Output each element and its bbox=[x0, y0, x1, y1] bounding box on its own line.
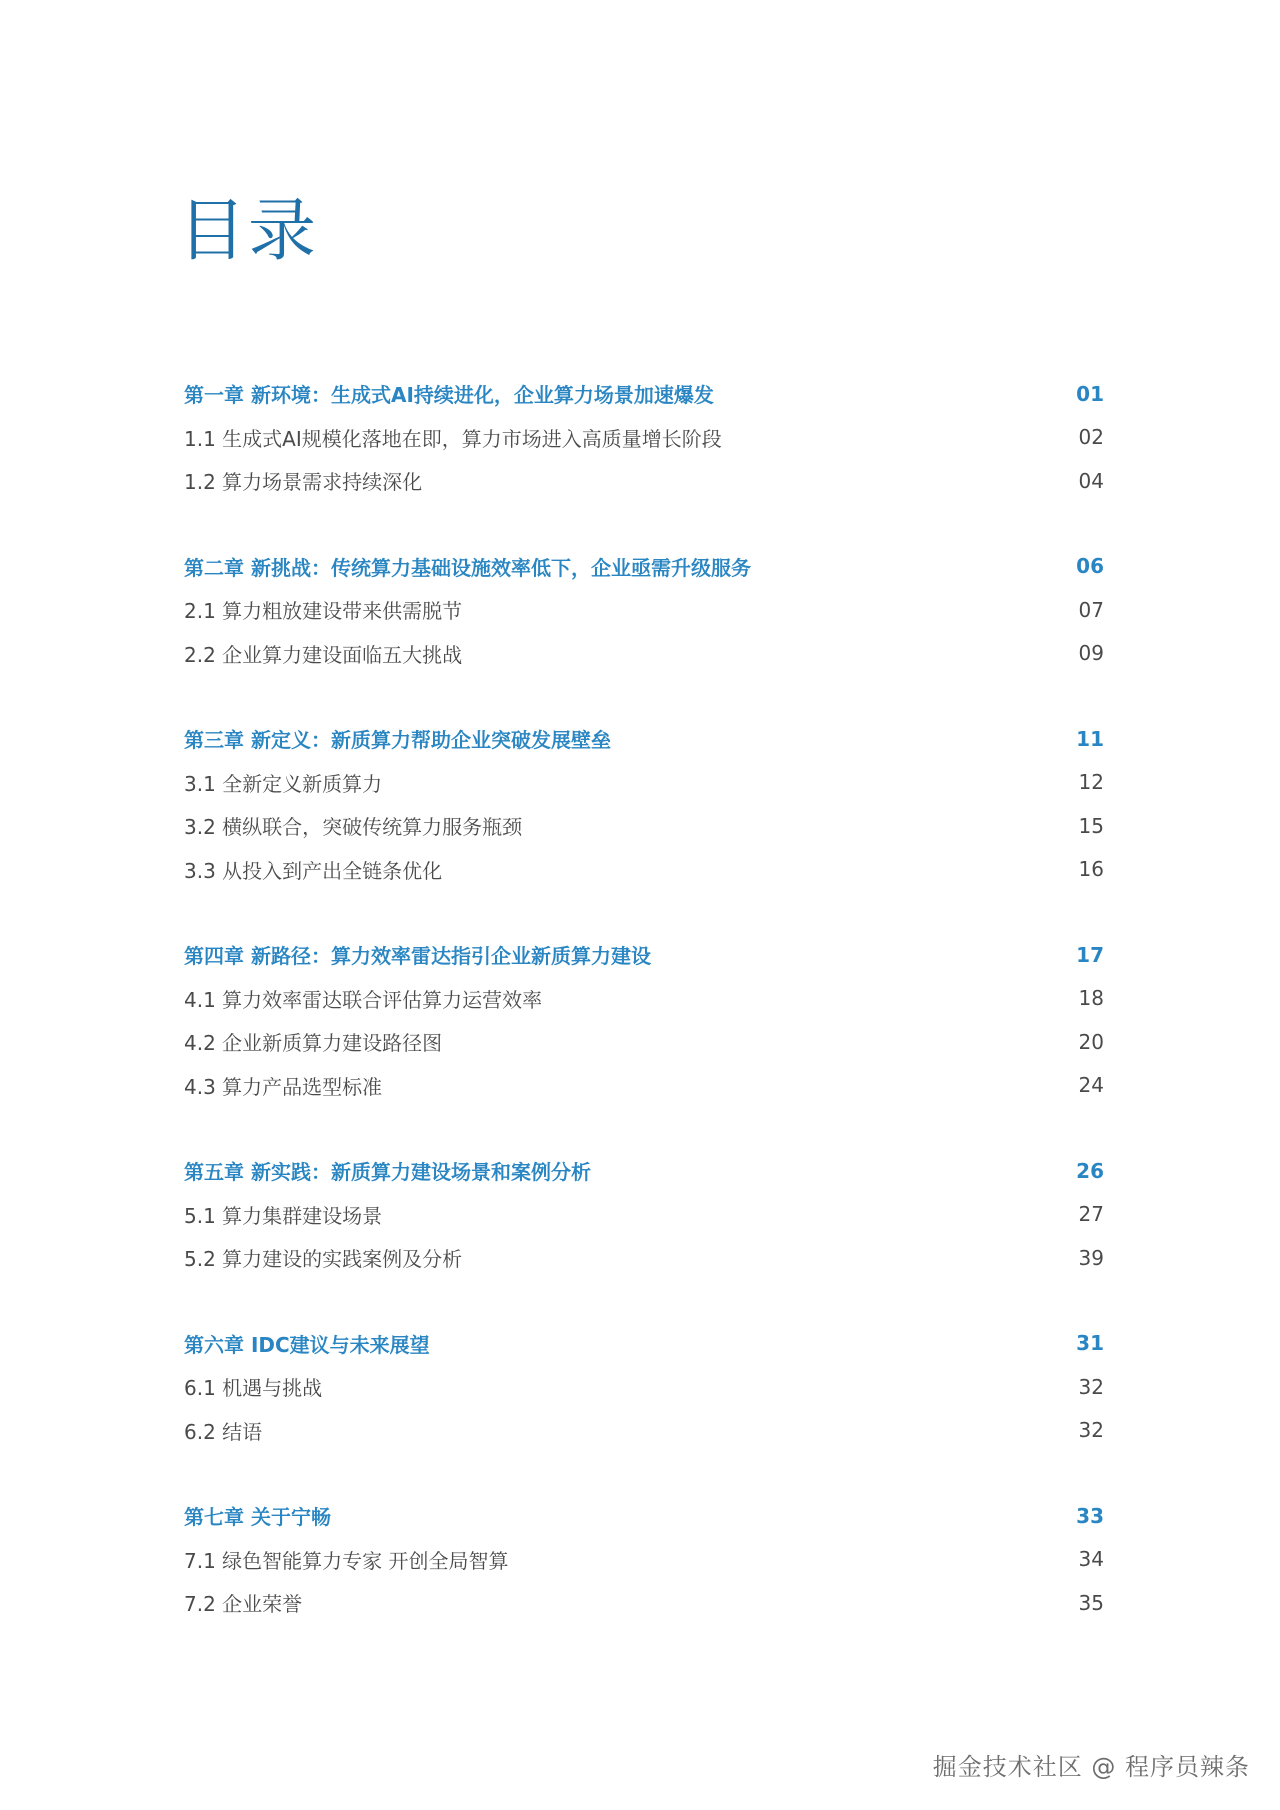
section-page-number: 32 bbox=[1078, 1418, 1104, 1443]
page-title: 目录 bbox=[178, 192, 319, 271]
chapter-row[interactable] bbox=[184, 933, 1104, 977]
chapter-page-number: 31 bbox=[1076, 1331, 1104, 1356]
chapter-row[interactable] bbox=[184, 1494, 1104, 1538]
section-title: 4.3 算力产品选型标准 bbox=[184, 1074, 383, 1099]
section-title: 5.2 算力建设的实践案例及分析 bbox=[184, 1247, 463, 1272]
chapter-title: 第五章 新实践：新质算力建设场景和案例分析 bbox=[184, 1160, 591, 1185]
section-title: 7.2 企业荣誉 bbox=[184, 1592, 303, 1617]
chapter-page-number: 17 bbox=[1076, 942, 1104, 967]
section-row[interactable] bbox=[184, 1064, 1104, 1108]
section-page-number: 16 bbox=[1078, 857, 1104, 882]
section-row[interactable] bbox=[184, 804, 1104, 848]
section-row[interactable] bbox=[184, 1193, 1104, 1237]
section-title: 3.1 全新定义新质算力 bbox=[184, 771, 383, 796]
section-page-number: 34 bbox=[1078, 1547, 1104, 1572]
section-row[interactable] bbox=[184, 977, 1104, 1021]
section-page-number: 39 bbox=[1078, 1245, 1104, 1270]
section-row[interactable] bbox=[184, 588, 1104, 632]
chapter-block bbox=[184, 1494, 1104, 1625]
chapter-page-number: 06 bbox=[1076, 554, 1104, 579]
section-page-number: 20 bbox=[1078, 1029, 1104, 1054]
section-title: 3.3 从投入到产出全链条优化 bbox=[184, 858, 443, 883]
chapter-block bbox=[184, 372, 1104, 503]
section-title: 3.2 横纵联合，突破传统算力服务瓶颈 bbox=[184, 815, 523, 840]
section-row[interactable] bbox=[184, 761, 1104, 805]
section-title: 1.2 算力场景需求持续深化 bbox=[184, 470, 423, 495]
chapter-block bbox=[184, 1149, 1104, 1280]
chapter-row[interactable] bbox=[184, 1322, 1104, 1366]
chapter-page-number: 26 bbox=[1076, 1158, 1104, 1183]
section-title: 2.1 算力粗放建设带来供需脱节 bbox=[184, 599, 463, 624]
section-page-number: 12 bbox=[1078, 770, 1104, 795]
section-row[interactable] bbox=[184, 1365, 1104, 1409]
chapter-row[interactable] bbox=[184, 545, 1104, 589]
section-page-number: 04 bbox=[1078, 468, 1104, 493]
chapter-row[interactable] bbox=[184, 1149, 1104, 1193]
table-of-contents bbox=[184, 372, 1104, 1667]
chapter-title: 第一章 新环境：生成式AI持续进化，企业算力场景加速爆发 bbox=[184, 383, 714, 408]
section-page-number: 09 bbox=[1078, 641, 1104, 666]
section-title: 7.1 绿色智能算力专家 开创全局智算 bbox=[184, 1548, 509, 1573]
section-title: 4.2 企业新质算力建设路径图 bbox=[184, 1031, 443, 1056]
chapter-block bbox=[184, 933, 1104, 1107]
chapter-title: 第四章 新路径：算力效率雷达指引企业新质算力建设 bbox=[184, 944, 651, 969]
section-row[interactable] bbox=[184, 1409, 1104, 1453]
chapter-row[interactable] bbox=[184, 372, 1104, 416]
section-title: 1.1 生成式AI规模化落地在即，算力市场进入高质量增长阶段 bbox=[184, 426, 722, 451]
section-page-number: 15 bbox=[1078, 813, 1104, 838]
section-row[interactable] bbox=[184, 632, 1104, 676]
section-title: 5.1 算力集群建设场景 bbox=[184, 1203, 383, 1228]
chapter-page-number: 01 bbox=[1076, 381, 1104, 406]
section-title: 4.1 算力效率雷达联合评估算力运营效率 bbox=[184, 987, 543, 1012]
chapter-title: 第二章 新挑战：传统算力基础设施效率低下，企业亟需升级服务 bbox=[184, 555, 751, 580]
section-page-number: 02 bbox=[1078, 425, 1104, 450]
chapter-title: 第六章 IDC建议与未来展望 bbox=[184, 1332, 430, 1357]
section-row[interactable] bbox=[184, 459, 1104, 503]
watermark: 掘金技术社区 @ 程序员辣条 bbox=[932, 1753, 1250, 1781]
section-page-number: 18 bbox=[1078, 986, 1104, 1011]
section-page-number: 27 bbox=[1078, 1202, 1104, 1227]
section-page-number: 32 bbox=[1078, 1374, 1104, 1399]
section-title: 2.2 企业算力建设面临五大挑战 bbox=[184, 642, 463, 667]
chapter-page-number: 11 bbox=[1076, 726, 1104, 751]
chapter-block bbox=[184, 1322, 1104, 1453]
section-row[interactable] bbox=[184, 1581, 1104, 1625]
section-title: 6.2 结语 bbox=[184, 1419, 263, 1444]
section-row[interactable] bbox=[184, 1020, 1104, 1064]
section-row[interactable] bbox=[184, 1538, 1104, 1582]
chapter-block bbox=[184, 545, 1104, 676]
section-page-number: 35 bbox=[1078, 1590, 1104, 1615]
section-row[interactable] bbox=[184, 416, 1104, 460]
chapter-page-number: 33 bbox=[1076, 1503, 1104, 1528]
section-row[interactable] bbox=[184, 848, 1104, 892]
section-page-number: 07 bbox=[1078, 597, 1104, 622]
chapter-row[interactable] bbox=[184, 717, 1104, 761]
section-title: 6.1 机遇与挑战 bbox=[184, 1376, 323, 1401]
chapter-title: 第七章 关于宁畅 bbox=[184, 1505, 331, 1530]
chapter-title: 第三章 新定义：新质算力帮助企业突破发展壁垒 bbox=[184, 728, 611, 753]
section-page-number: 24 bbox=[1078, 1073, 1104, 1098]
section-row[interactable] bbox=[184, 1236, 1104, 1280]
chapter-block bbox=[184, 717, 1104, 891]
